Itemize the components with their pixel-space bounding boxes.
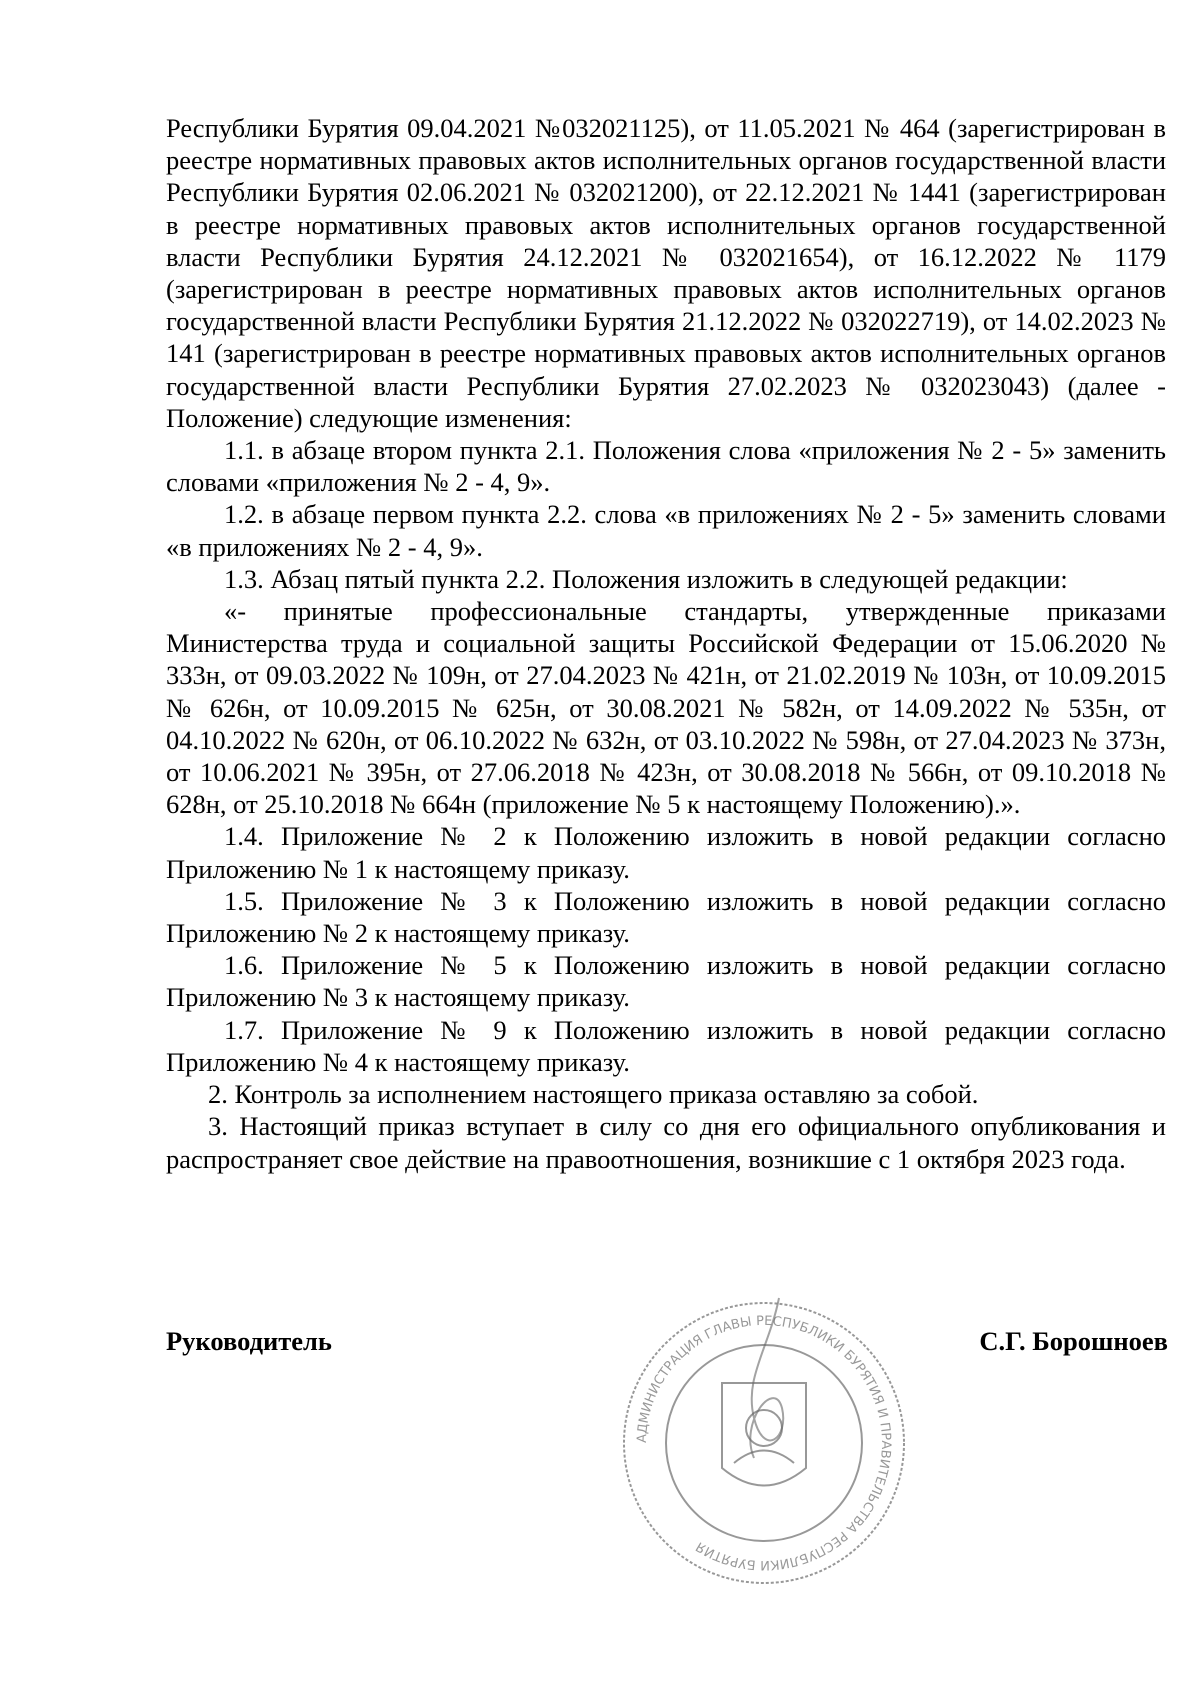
item-1-7: 1.7. Приложение № 9 к Положению изложить в новой редакции согласно Приложению № 4 к настоящему приказу.: [166, 1014, 1166, 1077]
document-body: [166, 112, 1166, 1175]
signature-title: Руководитель: [166, 1326, 332, 1356]
quoted-paragraph: «- принятые профессиональные стандарты, утвержденные приказами Министерства труда и социальной защиты Российской Федерации от 15.06.2020 № 333н, от 09.03.2022 № 109н, от 27.04.2023 № 421н, от 21.02.2019 № 103н, от 10.09.2015 № 626н, от 10.09.2015 № 625н, от 30.08.2021 № 582н, от 14.09.2022 № 535н, от 04.10.2022 № 620н, от 06.10.2022 № 632н, от 03.10.2022 № 598н, от 27.04.2023 № 373н, от 10.06.2021 № 395н, от 27.06.2018 № 423н, от 30.08.2018 № 566н, от 09.10.2018 № 628н, от 25.10.2018 № 664н (приложение № 5 к настоящему Положению).».: [166, 596, 1166, 820]
item-1-6: 1.6. Приложение № 5 к Положению изложить в новой редакции согласно Приложению № 3 к настоящему приказу.: [166, 950, 1166, 1013]
point-2: 2. Контроль за исполнением настоящего приказа оставляю за собой.: [208, 1079, 979, 1110]
svg-text:АДМИНИСТРАЦИЯ ГЛАВЫ РЕСПУБЛИКИ: АДМИНИСТРАЦИЯ ГЛАВЫ РЕСПУБЛИКИ БУРЯТИЯ И ПРАВИТЕЛЬСТВА РЕСПУБЛИКИ БУРЯТИЯ: [634, 1313, 894, 1573]
item-1-3: 1.3. Абзац пятый пункта 2.2. Положения изложить в следующей редакции:: [224, 563, 1068, 594]
signature-name: С.Г. Борошноев: [979, 1326, 1168, 1356]
item-1-5: 1.5. Приложение № 3 к Положению изложить в новой редакции согласно Приложению № 2 к настоящему приказу.: [166, 885, 1166, 949]
item-1-1: 1.1. в абзаце втором пункта 2.1. Положения слова «приложения № 2 - 5» заменить словами «приложения № 2 - 4, 9».: [166, 435, 1166, 498]
item-1-2: 1.2. в абзаце первом пункта 2.2. слова «в приложениях № 2 - 5» заменить словами «в приложениях № 2 - 4, 9».: [166, 499, 1166, 562]
intro-paragraph: Республики Бурятия 09.04.2021 №032021125), от 11.05.2021 № 464 (зарегистрирован в реестре нормативных правовых актов исполнительных органов государственной власти Республики Бурятия 02.06.2021 № 032021200), от 22.12.2021 № 1441 (зарегистрирован в реестре нормативных правовых актов исполнительных органов государственной власти Республики Бурятия 24.12.2021 № 032021654), от 16.12.2022 № 1179 (зарегистрирован в реестре нормативных правовых актов исполнительных органов государственной власти Республики Бурятия 21.12.2022 № 032022719), от 14.02.2023 № 141 (зарегистрирован в реестре нормативных правовых актов исполнительных органов государственной власти Республики Бурятия 27.02.2023 № 032023043) (далее - Положение) следующие изменения:: [166, 113, 1166, 433]
point-3: 3. Настоящий приказ вступает в силу со дня его официального опубликования и распространяет свое действие на правоотношения, возникшие с 1 октября 2023 года.: [166, 1111, 1166, 1174]
official-seal: [604, 1288, 924, 1598]
item-1-4: 1.4. Приложение № 2 к Положению изложить в новой редакции согласно Приложению № 1 к настоящему приказу.: [166, 821, 1166, 884]
